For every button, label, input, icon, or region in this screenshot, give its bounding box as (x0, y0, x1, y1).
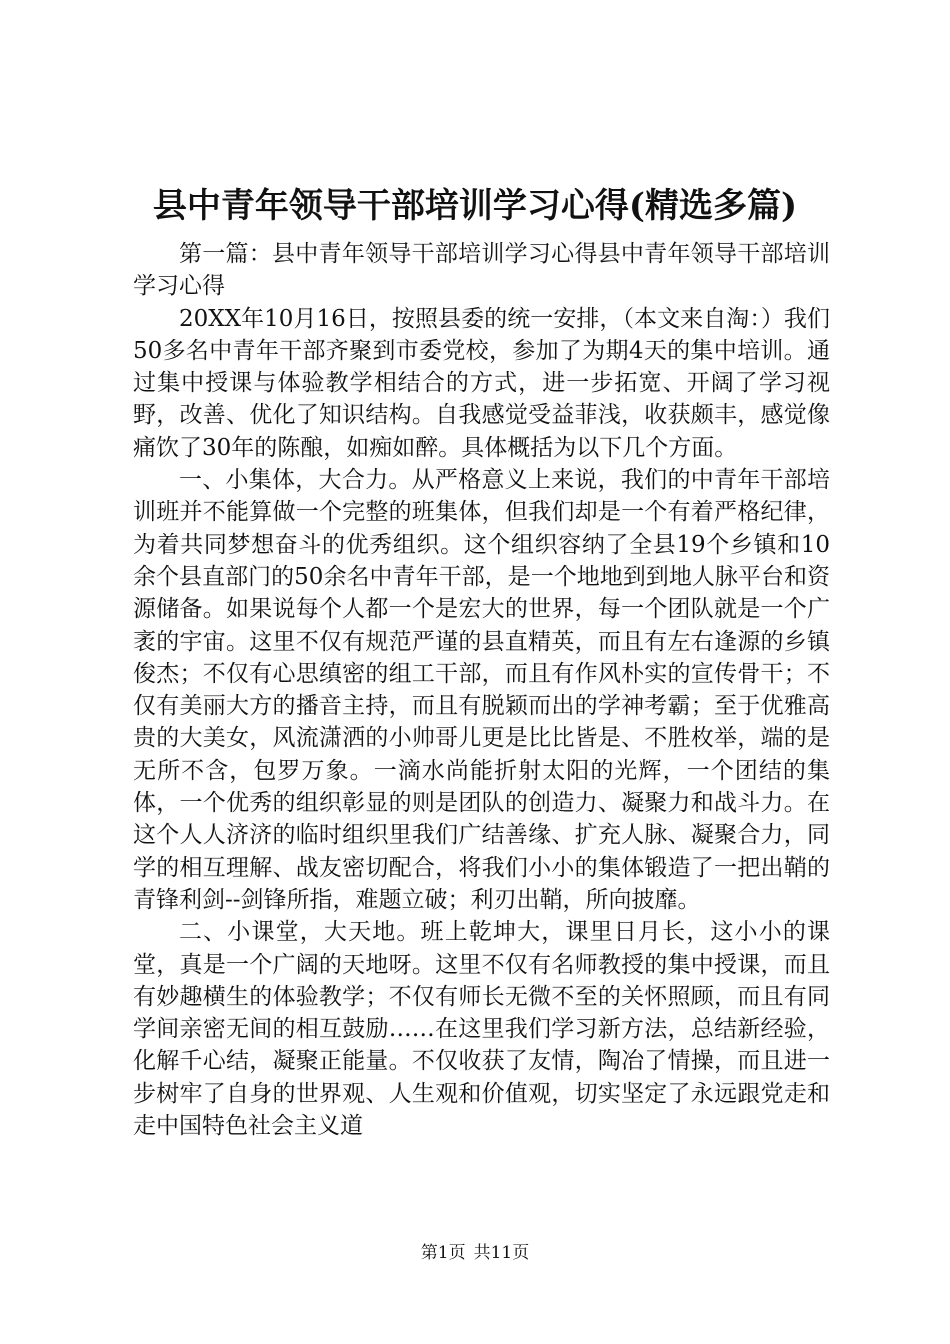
paragraph-small-collective: 一、小集体，大合力。从严格意义上来说，我们的中青年干部培训班并不能算做一个完整的班集体，但我们却是一个有着严格纪律，为着共同梦想奋斗的优秀组织。这个组织容纳了全县19个乡镇和10余个县直部门的50余名中青年干部，是一个地地到到地人脉平台和资源储备。如果说每个人都一个是宏大的世界，每一个团队就是一个广袤的宇宙。这里不仅有规范严谨的县直精英，而且有左右逢源的乡镇俊杰；不仅有心思缜密的组工干部，而且有作风朴实的宣传骨干；不仅有美丽大方的播音主持，而且有脱颖而出的学神考霸；至于优雅高贵的大美女，风流潇洒的小帅哥儿更是比比皆是、不胜枚举，端的是无所不含，包罗万象。一滴水尚能折射太阳的光辉，一个团结的集体，一个优秀的组织彰显的则是团队的创造力、凝聚力和战斗力。在这个人人济济的临时组织里我们广结善缘、扩充人脉、凝聚合力，同学的相互理解、战友密切配合，将我们小小的集体锻造了一把出鞘的青锋利剑--剑锋所指，难题立破；利刃出鞘，所向披靡。 (133, 467, 830, 913)
page-number: 第1页 (420, 1243, 466, 1263)
document-body (133, 238, 830, 1142)
paragraph-small-classroom: 二、小课堂，大天地。班上乾坤大，课里日月长，这小小的课堂，真是一个广阔的天地呀。这里不仅有名师教授的集中授课，而且有妙趣横生的体验教学；不仅有师长无微不至的关怀照顾，而且有同学间亲密无间的相互鼓励……在这里我们学习新方法，总结新经验，化解千心结，凝聚正能量。不仅收获了友情，陶冶了情操，而且进一步树牢了自身的世界观、人生观和价值观，切实坚定了永远跟党走和走中国特色社会主义道 (133, 919, 830, 1140)
paragraph-training-overview: 20XX年10月16日，按照县委的统一安排，（本文来自淘：）我们50多名中青年干部齐聚到市委党校，参加了为期4天的集中培训。通过集中授课与体验教学相结合的方式，进一步拓宽、开阔了学习视野，改善、优化了知识结构。自我感觉受益菲浅，收获颇丰，感觉像痛饮了30年的陈酿，如痴如醉。具体概括为以下几个方面。 (133, 305, 830, 461)
document-title: 县中青年领导干部培训学习心得(精选多篇) (152, 186, 798, 226)
page-total: 共11页 (473, 1243, 530, 1263)
paragraph-intro-heading: 第一篇：县中青年领导干部培训学习心得县中青年领导干部培训学习心得 (133, 241, 830, 300)
page-footer (0, 1242, 950, 1264)
